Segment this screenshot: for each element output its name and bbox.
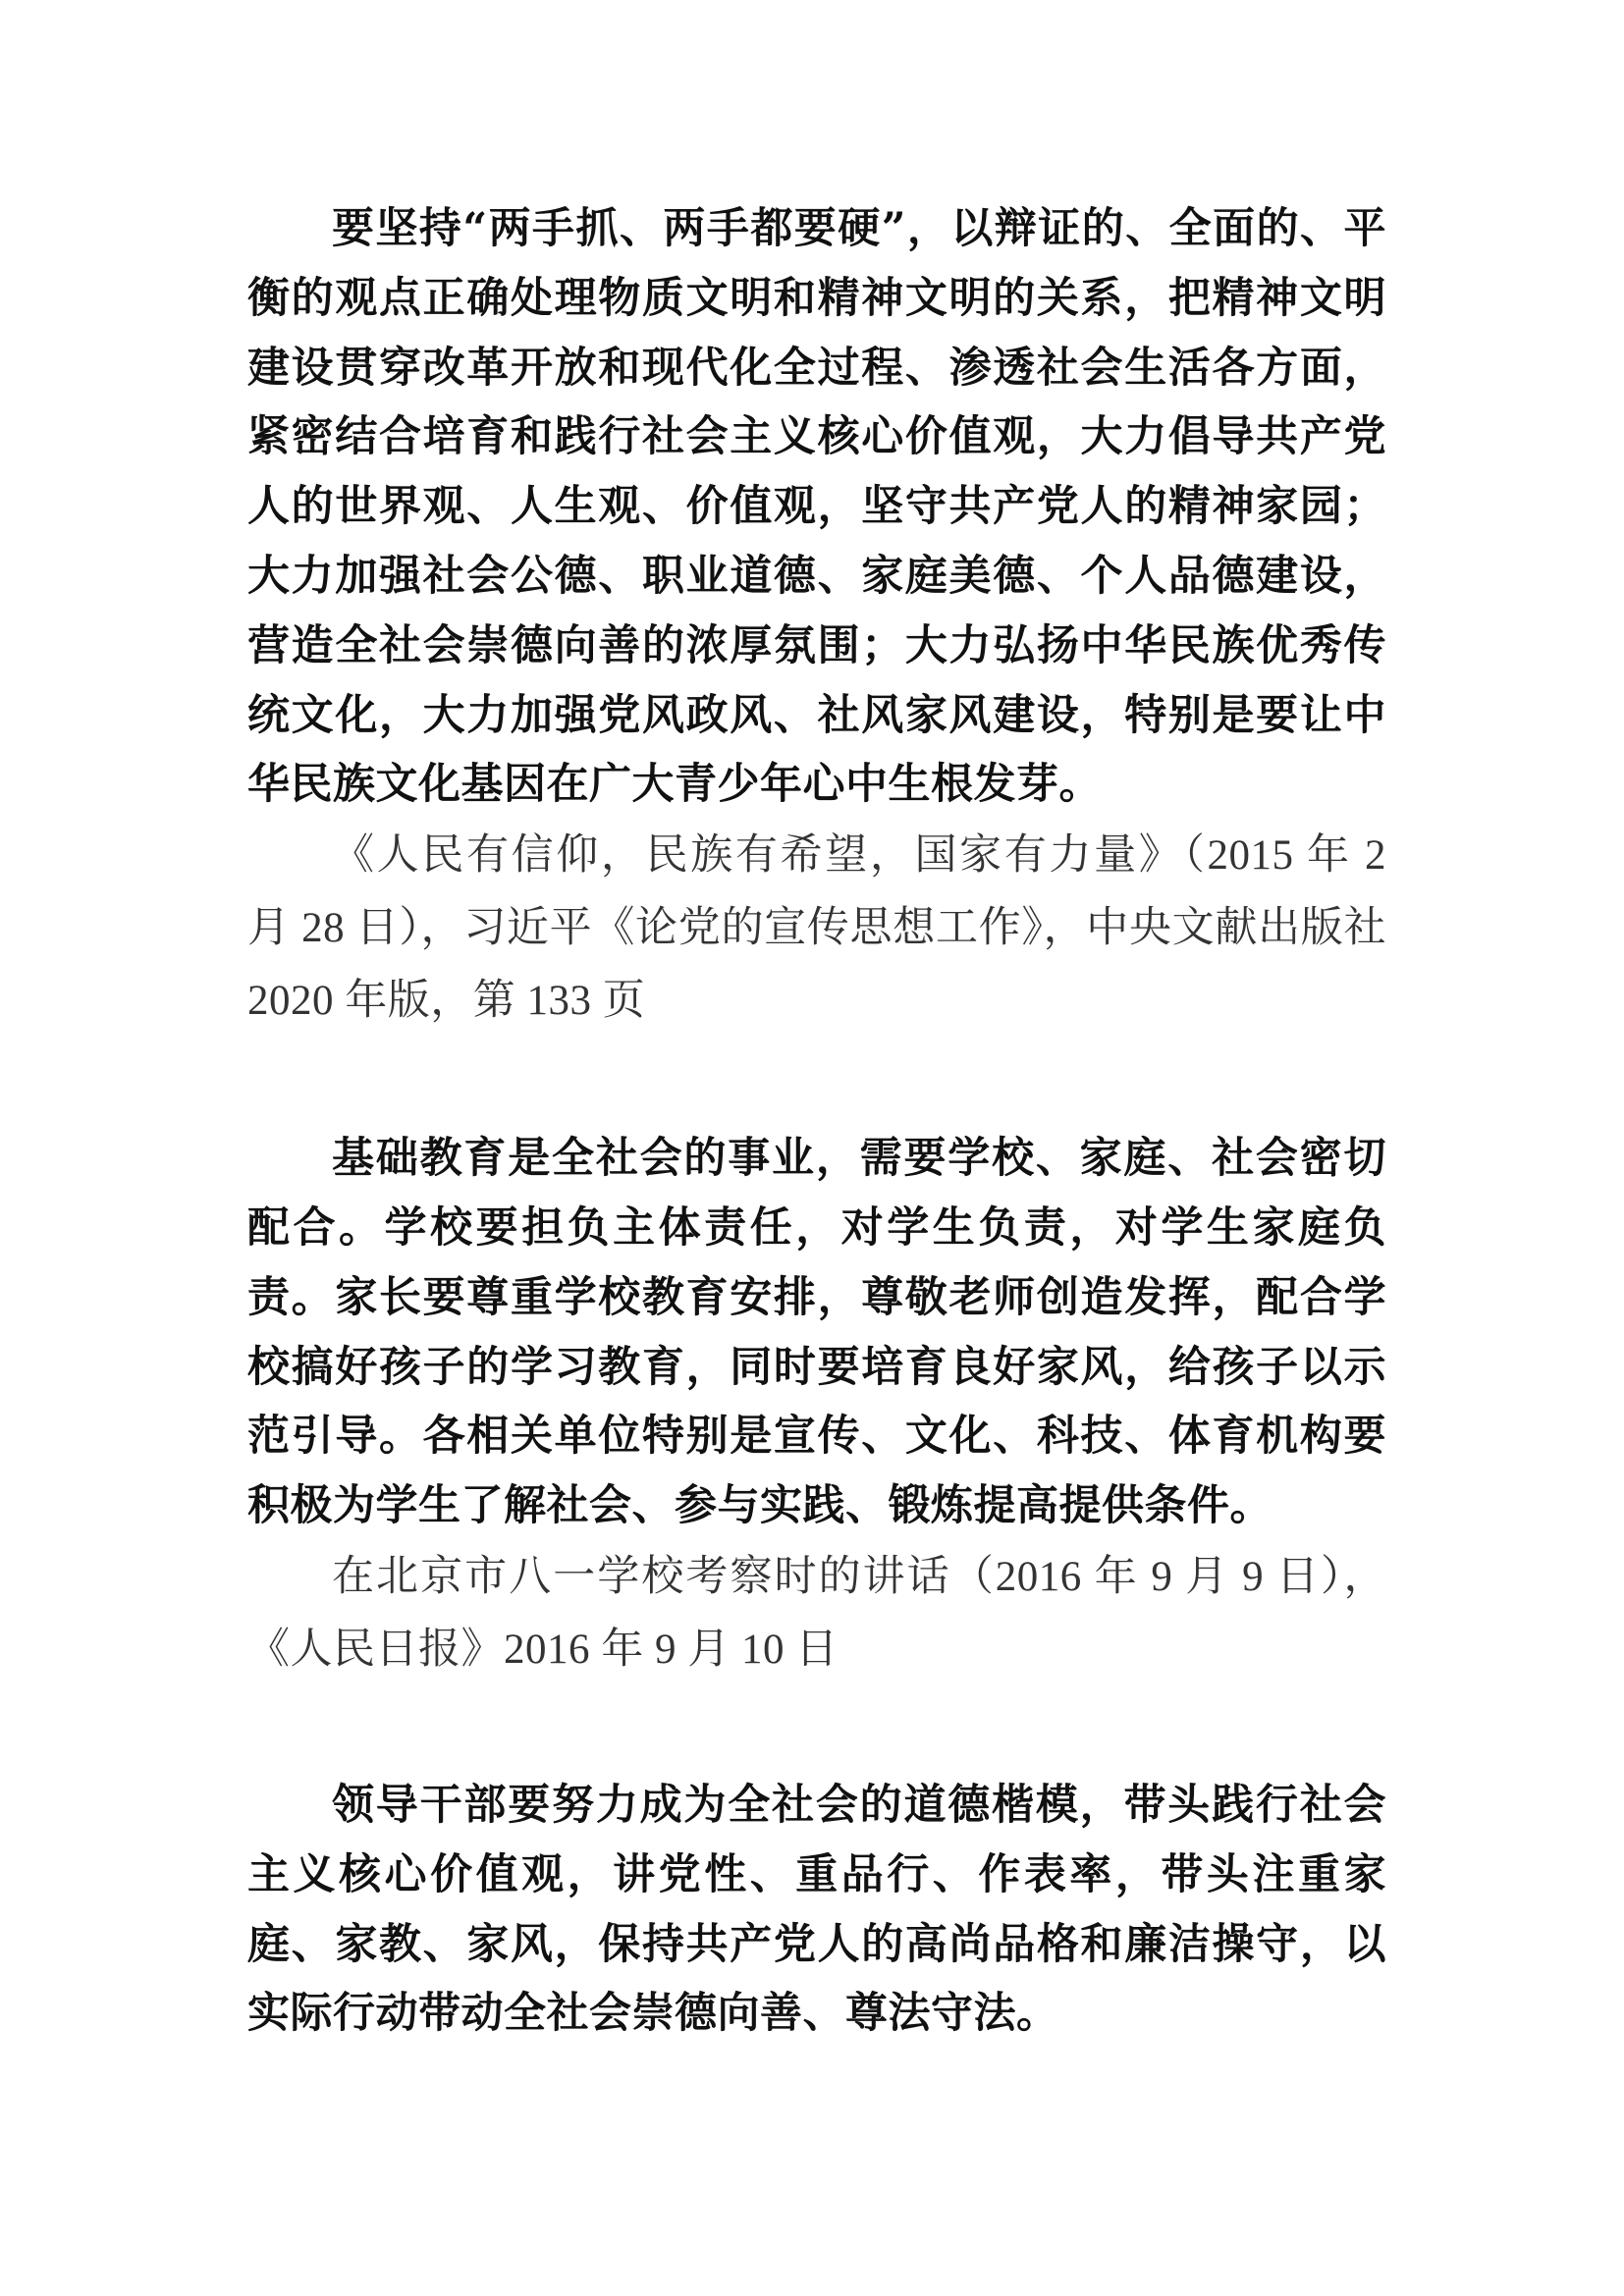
quote-source: 在北京市八一学校考察时的讲话（2016 年 9 月 9 日），《人民日报》2016 年 9 月 10 日 <box>247 1553 1386 1673</box>
quote-passage-2 <box>247 1124 1386 1686</box>
quote-body: 基础教育是全社会的事业，需要学校、家庭、社会密切配合。学校要担负主体责任，对学生负责，对学生家庭负责。家长要尊重学校教育安排，尊敬老师创造发挥，配合学校搞好孩子的学习教育，同时要培育良好家风，给孩子以示范引导。各相关单位特别是宣传、文化、科技、体育机构要积极为学生了解社会、参与实践、锻炼提高提供条件。 <box>247 1134 1386 1531</box>
quote-passage-1 <box>247 194 1386 1038</box>
passage-spacer <box>247 1686 1386 1771</box>
quote-source: 《人民有信仰，民族有希望，国家有力量》（2015 年 2 月 28 日），习近平《论党的宣传思想工作》，中央文献出版社 2020 年版，第 133 页 <box>247 832 1386 1025</box>
quote-body: 领导干部要努力成为全社会的道德楷模，带头践行社会主义核心价值观，讲党性、重品行、作表率，带头注重家庭、家教、家风，保持共产党人的高尚品格和廉洁操守，以实际行动带动全社会崇德向善、尊法守法。 <box>247 1780 1386 2039</box>
text-column <box>247 194 1386 2049</box>
quote-passage-3 <box>247 1771 1386 2049</box>
quote-body: 要坚持“两手抓、两手都要硬”，以辩证的、全面的、平衡的观点正确处理物质文明和精神文明的关系，把精神文明建设贯穿改革开放和现代化全过程、渗透社会生活各方面，紧密结合培育和践行社会主义核心价值观，大力倡导共产党人的世界观、人生观、价值观，坚守共产党人的精神家园；大力加强社会公德、职业道德、家庭美德、个人品德建设，营造全社会崇德向善的浓厚氛围；大力弘扬中华民族优秀传统文化，大力加强党风政风、社风家风建设，特别是要让中华民族文化基因在广大青少年心中生根发芽。 <box>247 204 1386 810</box>
passage-spacer <box>247 1038 1386 1124</box>
